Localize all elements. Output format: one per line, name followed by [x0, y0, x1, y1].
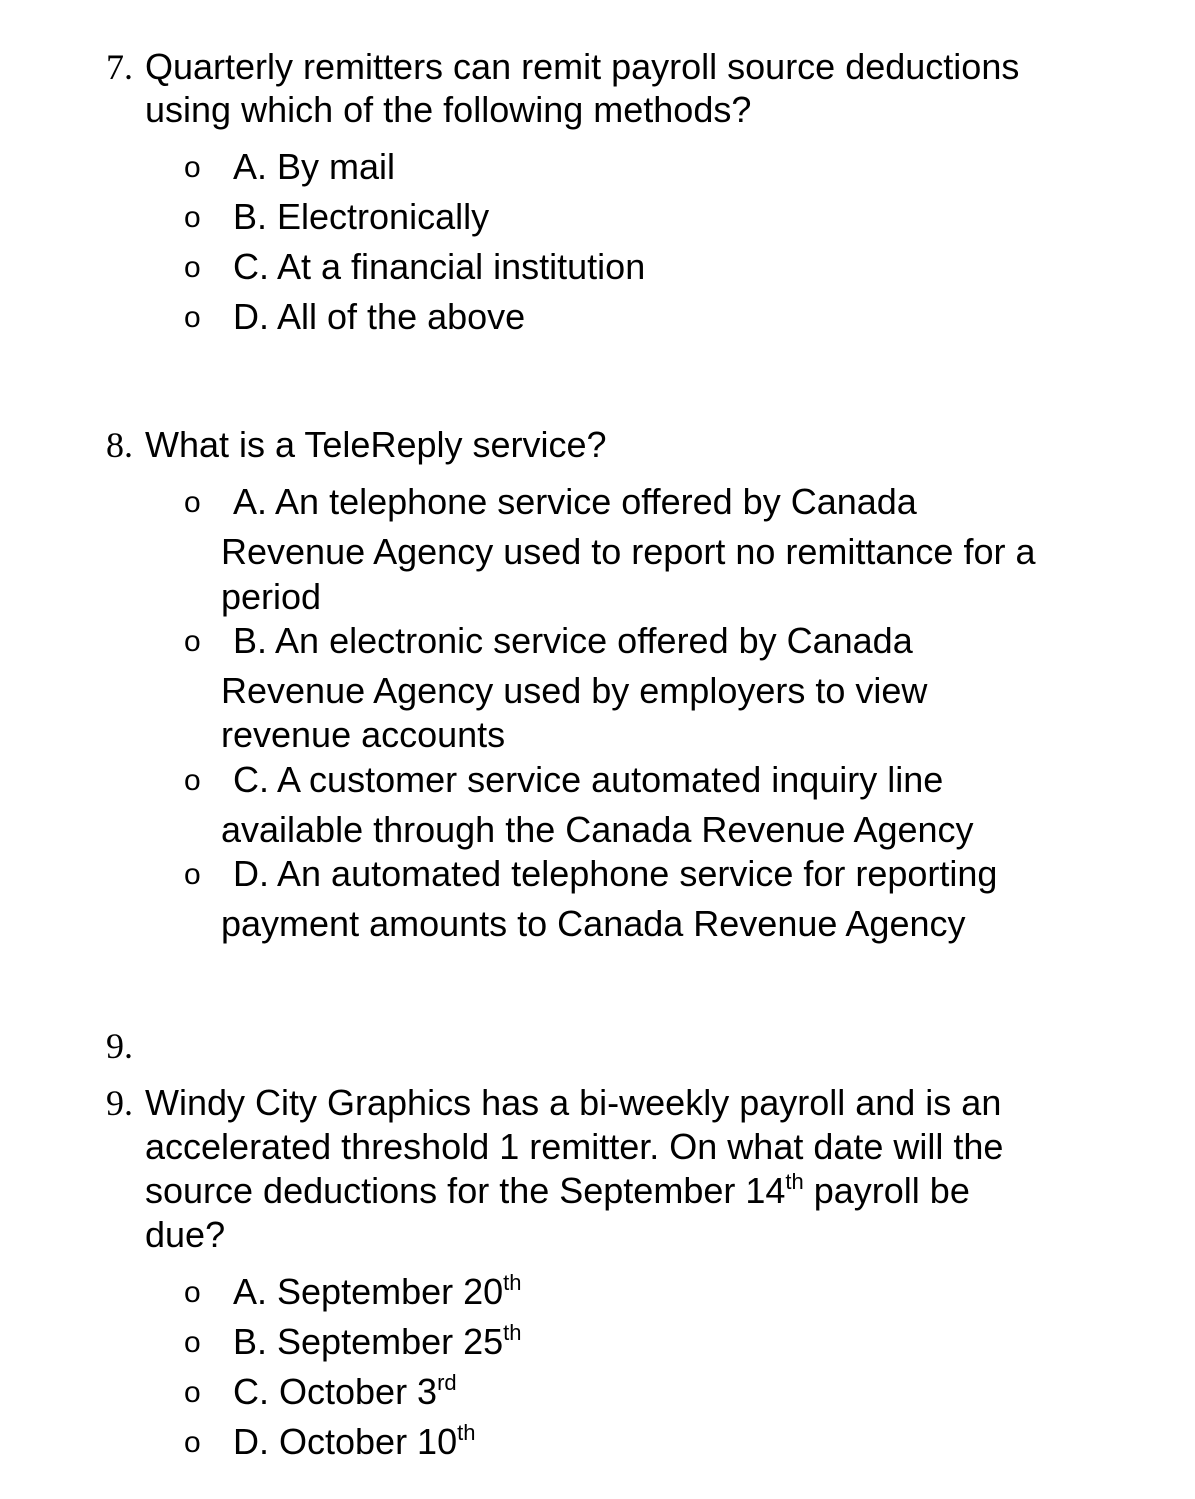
question-7-option-a[interactable]: A. By mail [233, 146, 396, 187]
question-8-option-b-line2[interactable]: Revenue Agency used by employers to view [221, 670, 928, 711]
question-8-option-c-line2[interactable]: available through the Canada Revenue Agency [221, 809, 974, 850]
option-bullet[interactable]: o [184, 1326, 201, 1359]
ordinal-suffix: th [785, 1169, 804, 1194]
question-8-option-a-line3[interactable]: period [221, 576, 322, 617]
question-8-option-a-line2[interactable]: Revenue Agency used to report no remittance for a [221, 531, 1036, 572]
option-text: A. September 20 [233, 1271, 504, 1312]
ordinal-suffix: rd [437, 1370, 457, 1395]
line3-post: payroll be [803, 1170, 970, 1211]
question-8-text: What is a TeleReply service? [145, 424, 607, 465]
question-8-option-d-line2[interactable]: payment amounts to Canada Revenue Agency [221, 903, 966, 944]
question-7-option-b[interactable]: B. Electronically [233, 196, 490, 237]
question-9-option-d[interactable] [233, 1420, 475, 1464]
stray-list-number: 9. [106, 1026, 133, 1066]
option-bullet[interactable]: o [184, 1276, 201, 1309]
option-bullet[interactable]: o [184, 1426, 201, 1459]
option-bullet[interactable]: o [184, 251, 201, 284]
question-9-option-b[interactable] [233, 1320, 522, 1364]
option-bullet[interactable]: o [184, 301, 201, 334]
option-bullet[interactable]: o [184, 201, 201, 234]
question-8-option-a-line1[interactable]: A. An telephone service offered by Canada [233, 481, 917, 522]
question-8-option-b-line3[interactable]: revenue accounts [221, 714, 506, 755]
ordinal-suffix: th [503, 1320, 522, 1345]
option-bullet[interactable]: o [184, 764, 201, 797]
question-8-option-d-line1[interactable]: D. An automated telephone service for reporting [233, 853, 998, 894]
question-9-text-line3 [145, 1169, 1145, 1213]
line3-pre: source deductions for the September 14 [145, 1170, 786, 1211]
question-9-option-c[interactable] [233, 1370, 457, 1414]
question-7-text-line2: using which of the following methods? [145, 89, 752, 130]
question-9-option-a[interactable] [233, 1270, 522, 1314]
question-7-option-c[interactable]: C. At a financial institution [233, 246, 646, 287]
ordinal-suffix: th [457, 1420, 476, 1445]
option-text: D. October 10 [233, 1421, 458, 1462]
question-7-option-d[interactable]: D. All of the above [233, 296, 526, 337]
question-9-text-line2: accelerated threshold 1 remitter. On what date will the [145, 1126, 1004, 1167]
option-bullet[interactable]: o [184, 486, 201, 519]
option-bullet[interactable]: o [184, 625, 201, 658]
option-bullet[interactable]: o [184, 858, 201, 891]
option-bullet[interactable]: o [184, 1376, 201, 1409]
option-text: B. September 25 [233, 1321, 504, 1362]
question-8-option-b-line1[interactable]: B. An electronic service offered by Canada [233, 620, 913, 661]
question-9-text-line1: Windy City Graphics has a bi-weekly payroll and is an [145, 1082, 1002, 1123]
question-9-text-line4: due? [145, 1214, 226, 1255]
option-text: C. October 3 [233, 1371, 438, 1412]
question-7-text-line1: Quarterly remitters can remit payroll source deductions [145, 46, 1020, 87]
question-8-number: 8. [106, 425, 133, 465]
question-8-option-c-line1[interactable]: C. A customer service automated inquiry line [233, 759, 944, 800]
ordinal-suffix: th [503, 1270, 522, 1295]
question-7-number: 7. [106, 47, 133, 87]
option-bullet[interactable]: o [184, 151, 201, 184]
question-9-number: 9. [106, 1083, 133, 1123]
